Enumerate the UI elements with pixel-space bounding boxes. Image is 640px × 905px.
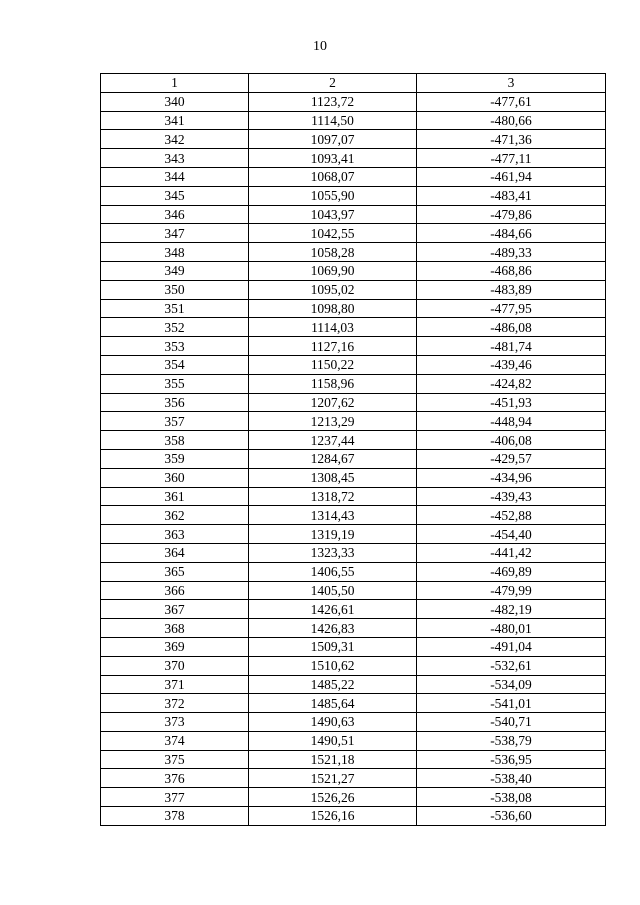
point-number-cell: 377 [101,788,249,807]
y-value-cell: -452,88 [417,506,606,525]
y-value-cell: -538,40 [417,769,606,788]
point-number-cell: 353 [101,337,249,356]
point-number-cell: 363 [101,525,249,544]
x-value-cell: 1055,90 [249,186,417,205]
x-value-cell: 1114,50 [249,111,417,130]
point-number-cell: 372 [101,694,249,713]
y-value-cell: -480,66 [417,111,606,130]
header-row [101,74,606,93]
y-value-cell: -480,01 [417,619,606,638]
x-value-cell: 1095,02 [249,280,417,299]
column-header-2: 2 [249,74,417,93]
y-value-cell: -429,57 [417,449,606,468]
y-value-cell: -538,79 [417,731,606,750]
y-value-cell: -536,95 [417,750,606,769]
table-row [101,374,606,393]
point-number-cell: 348 [101,243,249,262]
table-row [101,581,606,600]
x-value-cell: 1318,72 [249,487,417,506]
table-row [101,130,606,149]
table-row [101,807,606,826]
y-value-cell: -486,08 [417,318,606,337]
point-number-cell: 358 [101,431,249,450]
table-row [101,111,606,130]
point-number-cell: 349 [101,261,249,280]
table-row [101,694,606,713]
table-header [101,74,606,93]
y-value-cell: -491,04 [417,637,606,656]
table-row [101,149,606,168]
y-value-cell: -540,71 [417,713,606,732]
table-row [101,487,606,506]
table-row [101,468,606,487]
x-value-cell: 1043,97 [249,205,417,224]
point-number-cell: 350 [101,280,249,299]
y-value-cell: -454,40 [417,525,606,544]
y-value-cell: -448,94 [417,412,606,431]
x-value-cell: 1068,07 [249,167,417,186]
point-number-cell: 351 [101,299,249,318]
table-row [101,619,606,638]
table-row [101,412,606,431]
table-row [101,318,606,337]
y-value-cell: -482,19 [417,600,606,619]
y-value-cell: -541,01 [417,694,606,713]
point-number-cell: 340 [101,92,249,111]
table-row [101,562,606,581]
point-number-cell: 342 [101,130,249,149]
y-value-cell: -479,86 [417,205,606,224]
x-value-cell: 1237,44 [249,431,417,450]
y-value-cell: -451,93 [417,393,606,412]
x-value-cell: 1405,50 [249,581,417,600]
x-value-cell: 1526,26 [249,788,417,807]
point-number-cell: 359 [101,449,249,468]
x-value-cell: 1485,22 [249,675,417,694]
x-value-cell: 1150,22 [249,355,417,374]
y-value-cell: -439,43 [417,487,606,506]
x-value-cell: 1426,61 [249,600,417,619]
table-row [101,355,606,374]
x-value-cell: 1509,31 [249,637,417,656]
x-value-cell: 1308,45 [249,468,417,487]
table-row [101,205,606,224]
x-value-cell: 1323,33 [249,543,417,562]
table-row [101,731,606,750]
x-value-cell: 1123,72 [249,92,417,111]
table-row [101,431,606,450]
x-value-cell: 1213,29 [249,412,417,431]
y-value-cell: -489,33 [417,243,606,262]
table-row [101,769,606,788]
table-row [101,637,606,656]
x-value-cell: 1314,43 [249,506,417,525]
point-number-cell: 343 [101,149,249,168]
point-number-cell: 345 [101,186,249,205]
x-value-cell: 1069,90 [249,261,417,280]
y-value-cell: -477,61 [417,92,606,111]
point-number-cell: 364 [101,543,249,562]
y-value-cell: -536,60 [417,807,606,826]
x-value-cell: 1058,28 [249,243,417,262]
y-value-cell: -469,89 [417,562,606,581]
point-number-cell: 367 [101,600,249,619]
coordinates-table [100,73,606,826]
x-value-cell: 1426,83 [249,619,417,638]
table-row [101,243,606,262]
x-value-cell: 1097,07 [249,130,417,149]
x-value-cell: 1510,62 [249,656,417,675]
table-row [101,393,606,412]
point-number-cell: 362 [101,506,249,525]
x-value-cell: 1521,18 [249,750,417,769]
y-value-cell: -534,09 [417,675,606,694]
point-number-cell: 344 [101,167,249,186]
x-value-cell: 1207,62 [249,393,417,412]
y-value-cell: -532,61 [417,656,606,675]
point-number-cell: 346 [101,205,249,224]
x-value-cell: 1526,16 [249,807,417,826]
point-number-cell: 347 [101,224,249,243]
point-number-cell: 375 [101,750,249,769]
x-value-cell: 1284,67 [249,449,417,468]
y-value-cell: -481,74 [417,337,606,356]
y-value-cell: -471,36 [417,130,606,149]
x-value-cell: 1098,80 [249,299,417,318]
table-row [101,543,606,562]
point-number-cell: 373 [101,713,249,732]
table-row [101,675,606,694]
table-row [101,167,606,186]
point-number-cell: 378 [101,807,249,826]
y-value-cell: -483,89 [417,280,606,299]
point-number-cell: 366 [101,581,249,600]
y-value-cell: -477,95 [417,299,606,318]
y-value-cell: -538,08 [417,788,606,807]
x-value-cell: 1490,63 [249,713,417,732]
x-value-cell: 1093,41 [249,149,417,168]
table-row [101,261,606,280]
x-value-cell: 1042,55 [249,224,417,243]
table-row [101,186,606,205]
y-value-cell: -477,11 [417,149,606,168]
y-value-cell: -479,99 [417,581,606,600]
x-value-cell: 1521,27 [249,769,417,788]
point-number-cell: 368 [101,619,249,638]
table-row [101,525,606,544]
point-number-cell: 360 [101,468,249,487]
table-row [101,600,606,619]
table-row [101,506,606,525]
x-value-cell: 1485,64 [249,694,417,713]
point-number-cell: 356 [101,393,249,412]
table-row [101,750,606,769]
y-value-cell: -434,96 [417,468,606,487]
point-number-cell: 341 [101,111,249,130]
x-value-cell: 1127,16 [249,337,417,356]
y-value-cell: -483,41 [417,186,606,205]
y-value-cell: -424,82 [417,374,606,393]
point-number-cell: 370 [101,656,249,675]
y-value-cell: -461,94 [417,167,606,186]
table-row [101,280,606,299]
point-number-cell: 374 [101,731,249,750]
x-value-cell: 1319,19 [249,525,417,544]
table-row [101,656,606,675]
y-value-cell: -439,46 [417,355,606,374]
x-value-cell: 1158,96 [249,374,417,393]
column-header-3: 3 [417,74,606,93]
column-header-1: 1 [101,74,249,93]
table-body [101,92,606,825]
x-value-cell: 1406,55 [249,562,417,581]
table-row [101,788,606,807]
point-number-cell: 355 [101,374,249,393]
point-number-cell: 361 [101,487,249,506]
table-row [101,92,606,111]
point-number-cell: 352 [101,318,249,337]
x-value-cell: 1114,03 [249,318,417,337]
point-number-cell: 369 [101,637,249,656]
page-number: 10 [313,39,327,54]
y-value-cell: -406,08 [417,431,606,450]
point-number-cell: 371 [101,675,249,694]
point-number-cell: 365 [101,562,249,581]
table-row [101,449,606,468]
table-row [101,299,606,318]
y-value-cell: -468,86 [417,261,606,280]
point-number-cell: 376 [101,769,249,788]
x-value-cell: 1490,51 [249,731,417,750]
table-row [101,337,606,356]
table-row [101,713,606,732]
y-value-cell: -484,66 [417,224,606,243]
table-row [101,224,606,243]
y-value-cell: -441,42 [417,543,606,562]
point-number-cell: 357 [101,412,249,431]
point-number-cell: 354 [101,355,249,374]
